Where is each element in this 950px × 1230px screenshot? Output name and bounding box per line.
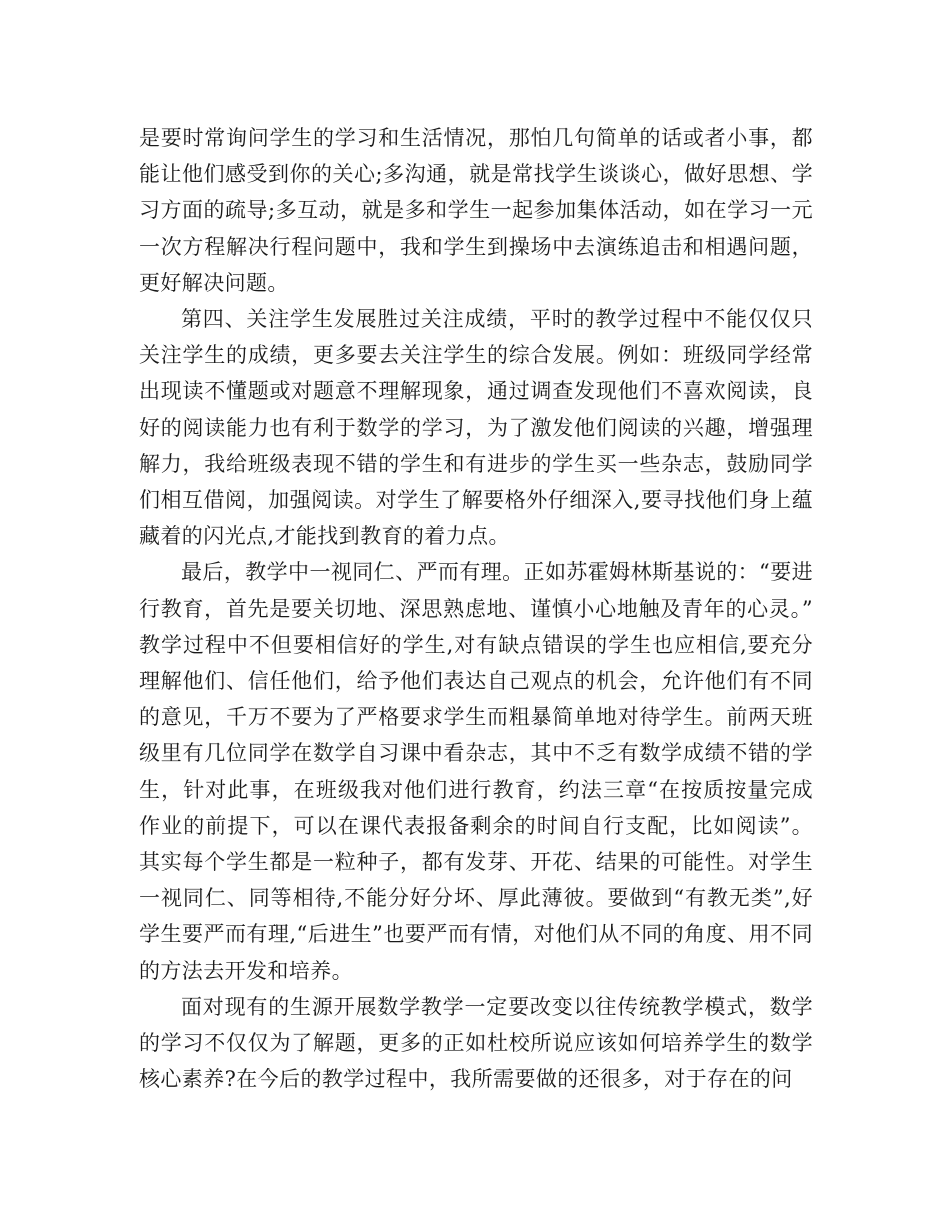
document-page bbox=[139, 120, 813, 1097]
paragraph-3: 最后，教学中一视同仁、严而有理。正如苏霍姆林斯基说的：“要进行教育，首先是要关切地、深思熟虑地、谨慎小心地触及青年的心灵。” 教学过程中不但要相信好的学生,对有缺点错误的学生也应相信,要充分理解他们、信任他们，给予他们表达自己观点的机会，允许他们有不同的意见，千万不要为了严格要求学生而粗暴简单地对待学生。前两天班级里有几位同学在数学自习课中看杂志，其中不乏有数学成绩不错的学生，针对此事，在班级我对他们进行教育，约法三章“在按质按量完成作业的前提下，可以在课代表报备剩余的时间自行支配，比如阅读”。其实每个学生都是一粒种子，都有发芽、开花、结果的可能性。对学生一视同仁、同等相待,不能分好分坏、厚此薄彼。要做到“有教无类”,好学生要严而有理,“后进生”也要严而有情，对他们从不同的角度、用不同的方法去开发和培养。 bbox=[139, 560, 813, 983]
paragraph-1: 是要时常询问学生的学习和生活情况，那怕几句简单的话或者小事，都能让他们感受到你的关心;多沟通，就是常找学生谈谈心，做好思想、学习方面的疏导;多互动，就是多和学生一起参加集体活动，如在学习一元一次方程解决行程问题中，我和学生到操场中去演练追击和相遇问题，更好解决问题。 bbox=[139, 126, 813, 295]
paragraph-4: 面对现有的生源开展数学教学一定要改变以往传统教学模式，数学的学习不仅仅为了解题，更多的正如杜校所说应该如何培养学生的数学核心素养?在今后的教学过程中，我所需要做的还很多，对于存在的问 bbox=[139, 994, 813, 1092]
paragraph-2: 第四、关注学生发展胜过关注成绩，平时的教学过程中不能仅仅只关注学生的成绩，更多要去关注学生的综合发展。例如：班级同学经常出现读不懂题或对题意不理解现象，通过调查发现他们不喜欢阅读，良好的阅读能力也有利于数学的学习，为了激发他们阅读的兴趣，增强理解力，我给班级表现不错的学生和有进步的学生买一些杂志，鼓励同学们相互借阅，加强阅读。对学生了解要格外仔细深入,要寻找他们身上蕴藏着的闪光点,才能找到教育的着力点。 bbox=[139, 307, 813, 549]
